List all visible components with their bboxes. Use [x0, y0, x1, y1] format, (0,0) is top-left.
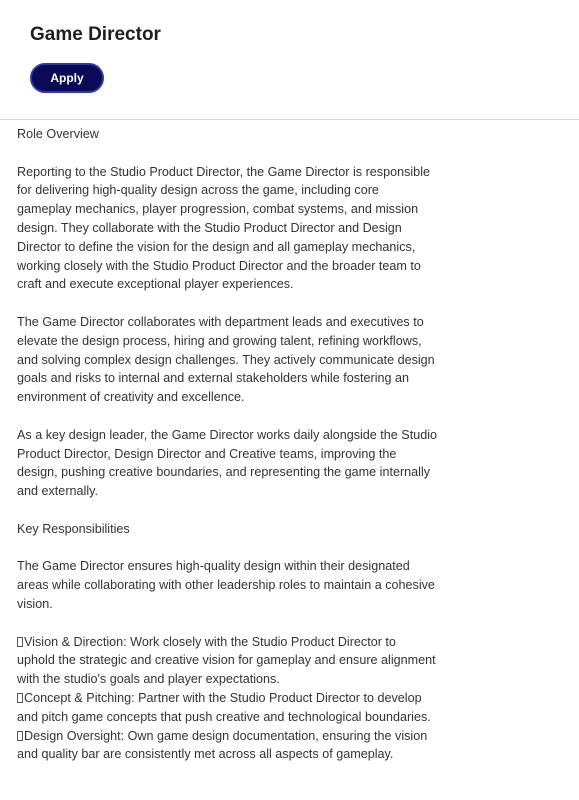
responsibility-list [17, 633, 437, 765]
responsibility-text: Vision & Direction: Work closely with the Studio Product Director to uphold the strategic and creative vision for gameplay and ensure alignment with the studio's goals and player expectations. [17, 634, 436, 687]
overview-paragraph-2: The Game Director collaborates with department leads and executives to elevate the design process, hiring and growing talent, refining workflows, and solving complex design challenges. They actively communicate design goals and risks to internal and external stakeholders while fostering an environment of creativity and excellence. [17, 314, 435, 405]
responsibility-item [17, 727, 437, 765]
responsibility-text: Concept & Pitching: Partner with the Studio Product Director to develop and pitch game concepts that push creative and technological boundaries. [17, 690, 431, 724]
overview-paragraph-1: Reporting to the Studio Product Director, the Game Director is responsible for delivering high-quality design across the game, including core gameplay mechanics, player progression, combat systems, and mission design. They collaborate with the Studio Product Director and Design Director to define the vision for the design and all gameplay mechanics, working closely with the Studio Product Director and the broader team to craft and execute exceptional player experiences. [17, 164, 430, 292]
missing-glyph-icon [17, 693, 23, 703]
apply-button[interactable]: Apply [30, 63, 104, 93]
key-responsibilities-heading: Key Responsibilities [17, 521, 130, 536]
job-title: Game Director [30, 24, 161, 45]
responsibility-item [17, 633, 437, 689]
missing-glyph-icon [17, 637, 23, 647]
responsibilities-intro: The Game Director ensures high-quality design within their designated areas while collaborating with other leadership roles to maintain a cohesive vision. [17, 559, 435, 611]
responsibility-item [17, 689, 437, 727]
job-header [0, 0, 579, 120]
job-description [0, 120, 437, 764]
missing-glyph-icon [17, 731, 23, 741]
overview-paragraph-3: As a key design leader, the Game Director works daily alongside the Studio Product Director, Design Director and Creative teams, improving the design, pushing creative boundaries, and representing the game internally and externally. [17, 427, 438, 499]
responsibility-text: Design Oversight: Own game design documentation, ensuring the vision and quality bar are consistently met across all aspects of gameplay. [17, 728, 428, 762]
role-overview-heading: Role Overview [17, 127, 99, 141]
